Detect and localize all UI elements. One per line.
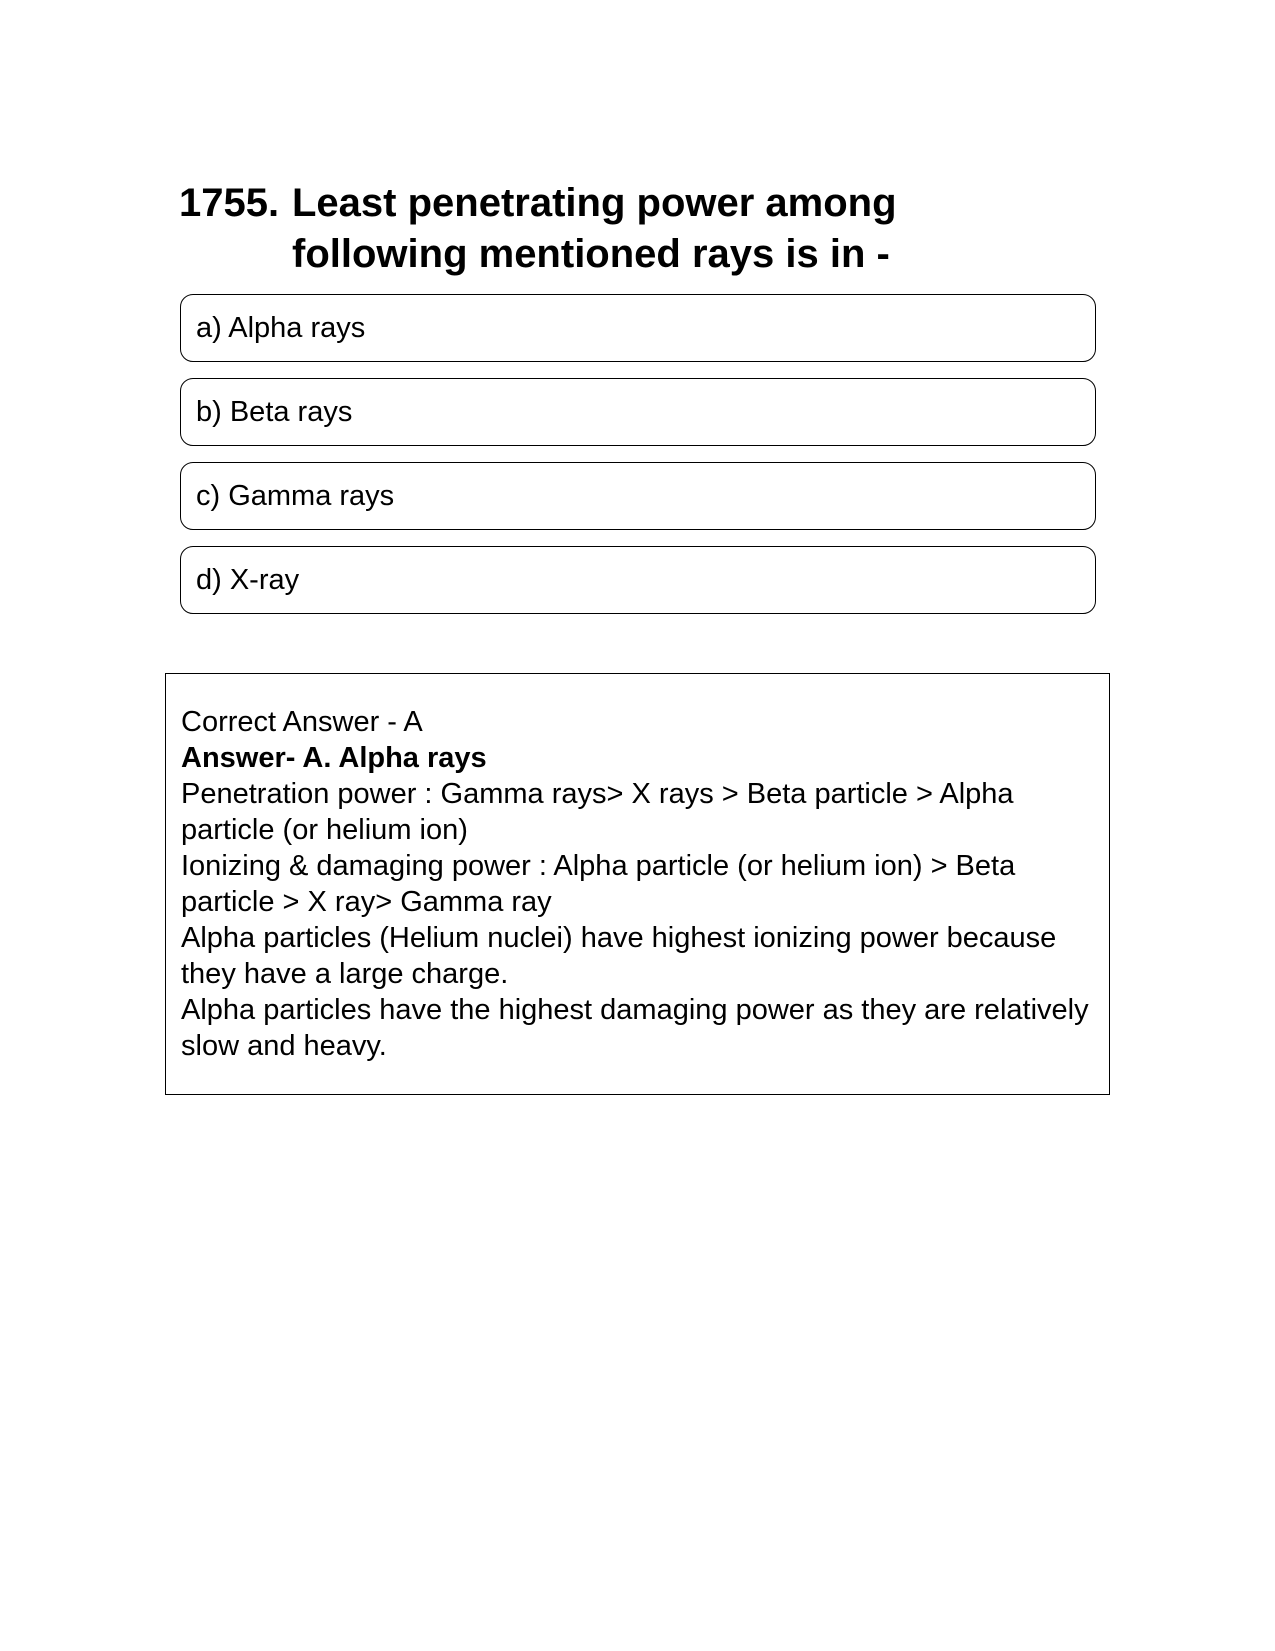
option-a[interactable] (180, 294, 1096, 362)
question-text (292, 178, 1079, 280)
explanation-penetration: Penetration power : Gamma rays> X rays > Beta particle > Alpha particle (or helium ion) (181, 778, 1014, 846)
explanation-ionizing: Ionizing & damaging power : Alpha particle (or helium ion) > Beta particle > X ray> Gamma ray (181, 850, 1016, 918)
option-c[interactable] (180, 462, 1096, 530)
explanation-alpha-damaging: Alpha particles have the highest damaging power as they are relatively slow and heavy. (181, 994, 1089, 1062)
option-b[interactable] (180, 378, 1096, 446)
options-list (180, 294, 1096, 630)
question-heading (179, 178, 1079, 280)
option-d-label: d) X-ray (196, 563, 300, 596)
answer-explanation-box (165, 673, 1110, 1095)
answer-heading: Answer- A. Alpha rays (181, 742, 487, 774)
explanation-alpha-ionizing: Alpha particles (Helium nuclei) have highest ionizing power because they have a large charge. (181, 922, 1057, 990)
option-b-label: b) Beta rays (196, 395, 353, 428)
correct-answer-line: Correct Answer - A (181, 706, 423, 738)
question-number: 1755. (179, 181, 280, 225)
question-text-line-1: Least penetrating power among (292, 181, 897, 225)
question-text-line-2: following mentioned rays is in - (292, 232, 890, 276)
option-c-label: c) Gamma rays (196, 479, 395, 512)
option-a-label: a) Alpha rays (196, 311, 366, 344)
option-d[interactable] (180, 546, 1096, 614)
